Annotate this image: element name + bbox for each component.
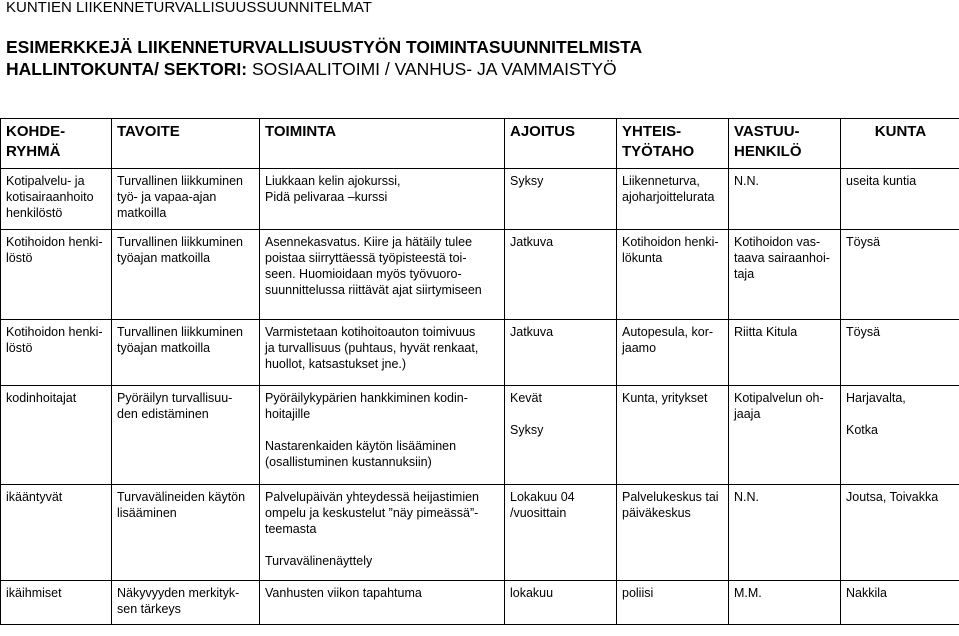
cell-kunta: Joutsa, Toivakka [841, 485, 959, 581]
cell-tavoite: Turvallinen liikkuminen työajan matkoilla [112, 230, 260, 320]
cell-kohderyhma: Kotihoidon henki- löstö [1, 320, 112, 386]
header-vastuuhenkilo: VASTUU- HENKILÖ [729, 119, 841, 169]
sector-line [6, 59, 617, 80]
cell-tavoite: Turvallinen liikkuminen työajan matkoilla [112, 320, 260, 386]
cell-gap [265, 422, 500, 438]
header-yhteistyotaho: YHTEIS- TYÖTAHO [617, 119, 729, 169]
header-row [1, 119, 959, 169]
cell-tavoite: Pyöräilyn turvallisuu- den edistäminen [112, 386, 260, 485]
cell-kunta: Nakkila [841, 581, 959, 625]
cell-vastuuhenkilo: Riitta Kitula [729, 320, 841, 386]
action-plan-table [0, 118, 959, 625]
cell-toiminta: Vanhusten viikon tapahtuma [260, 581, 505, 625]
cell-gap [265, 537, 500, 553]
cell-vastuuhenkilo: N.N. [729, 169, 841, 230]
cell-gap [846, 406, 955, 422]
header-tavoite: TAVOITE [112, 119, 260, 169]
cell-kohderyhma: Kotipalvelu- ja kotisairaanhoito henkilöstö [1, 169, 112, 230]
cell-ajoitus: Kevät Syksy [505, 386, 617, 485]
cell-kohderyhma: Kotihoidon henki- löstö [1, 230, 112, 320]
cell-yhteistyotaho: Kunta, yritykset [617, 386, 729, 485]
cell-kunta: useita kuntia [841, 169, 959, 230]
cell-kunta: Töysä [841, 320, 959, 386]
cell-vastuuhenkilo: Kotihoidon vas- taava sairaanhoi- taja [729, 230, 841, 320]
cell-toiminta: Palvelupäivän yhteydessä heijastimien ompelu ja keskustelut ”näy pimeässä”- teemasta Turvavälinenäyttely [260, 485, 505, 581]
cell-vastuuhenkilo: Kotipalvelun oh- jaaja [729, 386, 841, 485]
cell-yhteistyotaho: Kotihoidon henki- lökunta [617, 230, 729, 320]
cell-ajoitus: lokakuu [505, 581, 617, 625]
header-toiminta: TOIMINTA [260, 119, 505, 169]
cell-toiminta: Asennekasvatus. Kiire ja hätäily tulee poistaa siirryttäessä työpisteestä toi- seen. Huomioidaan myös työvuoro- suunnittelussa riittävät ajat siirtymiseen [260, 230, 505, 320]
cell-toiminta: Pyöräilykypärien hankkiminen kodin- hoitajille Nastarenkaiden käytön lisääminen (osallistuminen kustannuksiin) [260, 386, 505, 485]
cell-kunta: Harjavalta, Kotka [841, 386, 959, 485]
cell-kunta2: Kotka [846, 423, 878, 437]
cell-yhteistyotaho: poliisi [617, 581, 729, 625]
cell-yhteistyotaho: Liikenneturva, ajoharjoittelurata [617, 169, 729, 230]
cell-toiminta: Liukkaan kelin ajokurssi, Pidä pelivaraa –kurssi [260, 169, 505, 230]
cell-ajoitus: Syksy [505, 169, 617, 230]
cell-gap [510, 406, 612, 422]
document-main-title: ESIMERKKEJÄ LIIKENNETURVALLISUUSTYÖN TOIMINTASUUNNITELMISTA [6, 37, 643, 57]
cell-kohderyhma: ikäihmiset [1, 581, 112, 625]
cell-yhteistyotaho: Palvelukeskus tai päiväkeskus [617, 485, 729, 581]
table-row [1, 169, 959, 230]
cell-toiminta2: Nastarenkaiden käytön lisääminen (osallistuminen kustannuksiin) [265, 439, 457, 469]
header-ajoitus: AJOITUS [505, 119, 617, 169]
cell-kohderyhma: ikääntyvät [1, 485, 112, 581]
cell-ajoitus: Jatkuva [505, 230, 617, 320]
table-row [1, 581, 959, 625]
cell-yhteistyotaho: Autopesula, kor- jaamo [617, 320, 729, 386]
cell-ajoitus: Lokakuu 04 /vuosittain [505, 485, 617, 581]
cell-tavoite: Turvallinen liikkuminen työ- ja vapaa-ajan matkoilla [112, 169, 260, 230]
document-top-title: KUNTIEN LIIKENNETURVALLISUUSSUUNNITELMAT [6, 0, 372, 16]
table-row [1, 230, 959, 320]
cell-kunta: Töysä [841, 230, 959, 320]
header-kunta: KUNTA [841, 119, 959, 169]
cell-toiminta: Varmistetaan kotihoitoauton toimivuus ja turvallisuus (puhtaus, hyvät renkaat, huollot, katsastukset jne.) [260, 320, 505, 386]
cell-ajoitus2: Syksy [510, 423, 544, 437]
cell-tavoite: Turvavälineiden käytön lisääminen [112, 485, 260, 581]
table-row [1, 485, 959, 581]
table-row [1, 320, 959, 386]
header-kohderyhma: KOHDE- RYHMÄ [1, 119, 112, 169]
cell-tavoite: Näkyvyyden merkityk- sen tärkeys [112, 581, 260, 625]
cell-vastuuhenkilo: M.M. [729, 581, 841, 625]
sector-value: SOSIAALITOIMI / VANHUS- JA VAMMAISTYÖ [251, 59, 617, 79]
cell-kohderyhma: kodinhoitajat [1, 386, 112, 485]
cell-ajoitus: Jatkuva [505, 320, 617, 386]
sector-label: HALLINTOKUNTA/ SEKTORI: [6, 59, 248, 79]
cell-vastuuhenkilo: N.N. [729, 485, 841, 581]
cell-toiminta2: Turvavälinenäyttely [265, 554, 373, 568]
table-row [1, 386, 959, 485]
